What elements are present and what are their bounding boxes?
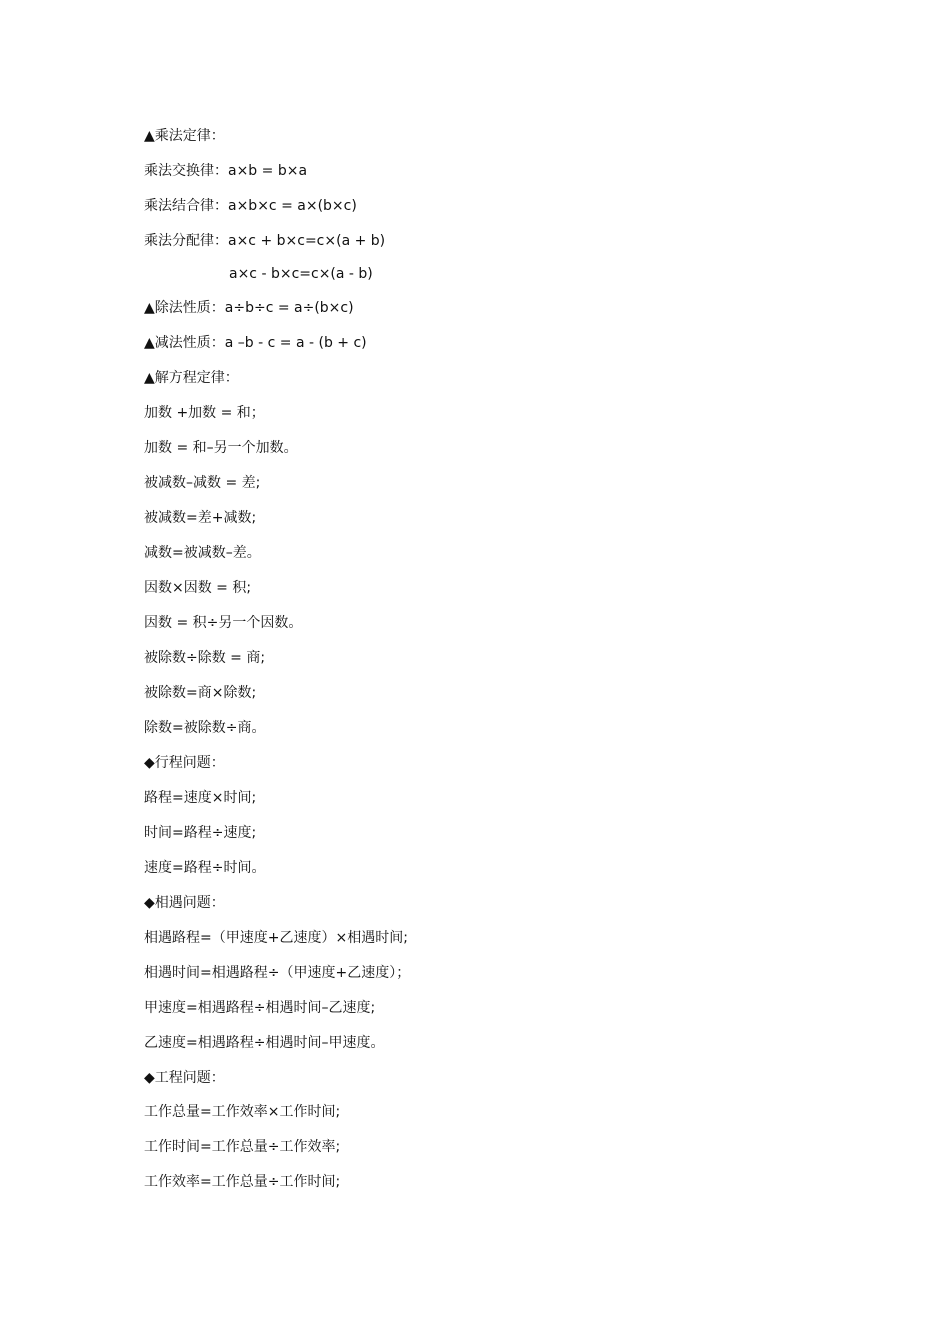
- text-line: 除数=被除数÷商。: [144, 720, 266, 736]
- text-line: 速度=路程÷时间。: [144, 860, 266, 876]
- text-line: 加数 +加数 = 和；: [144, 405, 265, 421]
- text-line: 因数×因数 = 积;: [144, 580, 252, 596]
- text-line: 乙速度=相遇路程÷相遇时间–甲速度。: [144, 1035, 385, 1051]
- text-line: 时间=路程÷速度;: [144, 825, 257, 841]
- text-line: 减数=被减数–差。: [144, 545, 261, 561]
- section-heading-multiplication-laws: ▲乘法定律：: [144, 128, 225, 144]
- section-heading-division-property: ▲除法性质：a÷b÷c = a÷(b×c): [144, 300, 354, 316]
- section-heading-subtraction-property: ▲减法性质：a –b - c = a - (b + c): [144, 335, 367, 351]
- section-heading-travel-problems: ◆行程问题：: [144, 755, 225, 771]
- text-line: 工作时间=工作总量÷工作效率;: [144, 1139, 341, 1155]
- text-line: 路程=速度×时间;: [144, 790, 257, 806]
- text-line: 工作效率=工作总量÷工作时间;: [144, 1174, 341, 1190]
- text-line: 相遇时间=相遇路程÷（甲速度+乙速度）；: [144, 965, 411, 981]
- text-line: 因数 = 积÷另一个因数。: [144, 615, 303, 631]
- text-line: 被减数=差+减数;: [144, 510, 257, 526]
- text-line: 乘法结合律：a×b×c = a×(b×c): [144, 198, 357, 214]
- section-heading-work-problems: ◆工程问题：: [144, 1070, 225, 1086]
- text-line: 相遇路程=（甲速度+乙速度）×相遇时间;: [144, 930, 408, 946]
- text-line: 乘法交换律：a×b = b×a: [144, 163, 308, 179]
- text-line: 被减数–减数 = 差;: [144, 475, 261, 491]
- text-line: 工作总量=工作效率×工作时间;: [144, 1104, 341, 1120]
- section-heading-meeting-problems: ◆相遇问题：: [144, 895, 225, 911]
- text-line: 甲速度=相遇路程÷相遇时间–乙速度;: [144, 1000, 376, 1016]
- section-heading-equation-laws: ▲解方程定律：: [144, 370, 239, 386]
- text-line-indented: a×c - b×c=c×(a - b): [229, 266, 373, 282]
- text-line: 加数 = 和–另一个加数。: [144, 440, 298, 456]
- text-line: 被除数=商×除数;: [144, 685, 257, 701]
- text-line: 被除数÷除数 = 商;: [144, 650, 266, 666]
- text-line: 乘法分配律：a×c + b×c=c×(a + b): [144, 233, 386, 249]
